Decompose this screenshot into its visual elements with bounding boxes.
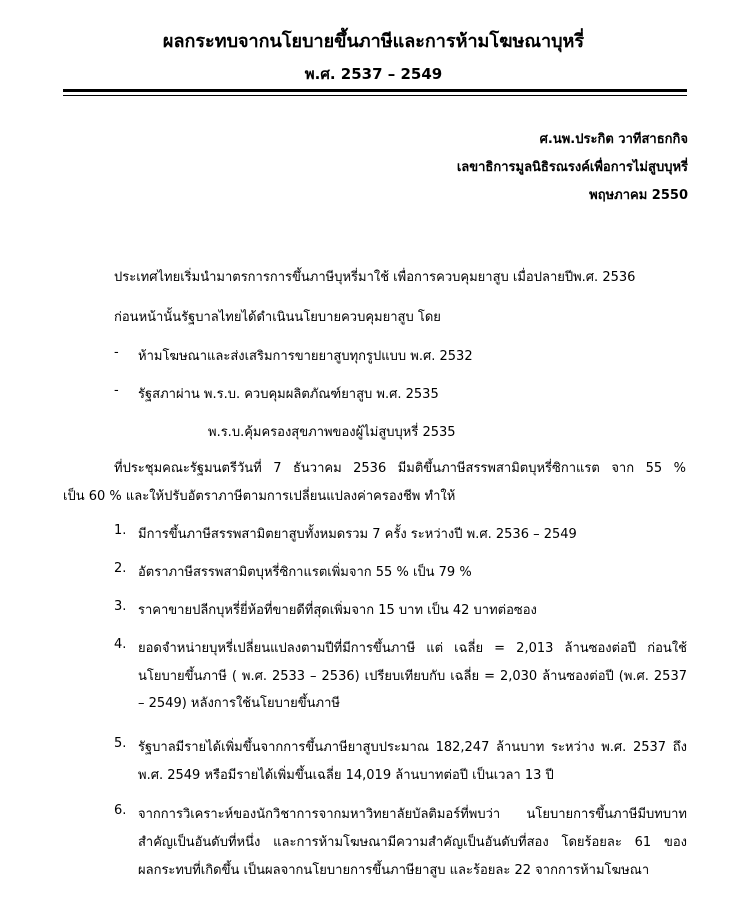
item-text: ผลกระทบที่เกิดขึ้น เป็นผลจากนโยบายการขึ้นภาษียาสูบ และร้อยละ 22 จากการห้ามโฆษณา	[138, 863, 650, 878]
author-position: เลขาธิการมูลนิธิรณรงค์เพื่อการไม่สูบบุหรี่	[456, 160, 688, 175]
item-text: อัตราภาษีสรรพสามิตบุหรี่ซิกาแรตเพิ่มจาก 55 % เป็น 79 %	[138, 565, 472, 580]
item-text: นโยบายขึ้นภาษี ( พ.ศ. 2533 – 2536) เปรียบเทียบกับ เฉลี่ย = 2,030 ล้านซองต่อปี (พ.ศ. 2537	[138, 669, 687, 684]
item-text: ยอดจำหน่ายบุหรี่เปลี่ยนแปลงตามปีที่มีการขึ้นภาษี แต่ เฉลี่ย = 2,013 ล้านซองต่อปี ก่อนใช้	[138, 641, 687, 656]
document-subtitle: พ.ศ. 2537 – 2549	[304, 65, 443, 83]
bullet-dash: -	[114, 383, 119, 398]
item-number: 3.	[114, 599, 127, 614]
item-number: 6.	[114, 803, 127, 818]
bullet-item: ห้ามโฆษณาและส่งเสริมการขายยาสูบทุกรูปแบบ พ.ศ. 2532	[138, 349, 473, 364]
item-text: – 2549) หลังการใช้นโยบายขึ้นภาษี	[138, 696, 340, 711]
paragraph-3-line-2: เป็น 60 % และให้ปรับอัตราภาษีตามการเปลี่ยนแปลงค่าครองชีพ ทำให้	[63, 489, 456, 504]
item-text: มีการขึ้นภาษีสรรพสามิตยาสูบทั้งหมดรวม 7 ครั้ง ระหว่างปี พ.ศ. 2536 – 2549	[138, 527, 577, 542]
bullet-item: รัฐสภาผ่าน พ.ร.บ. ควบคุมผลิตภัณฑ์ยาสูบ พ.ศ. 2535	[138, 387, 439, 402]
bullet-dash: -	[114, 345, 119, 360]
item-text: ราคาขายปลีกบุหรี่ยี่ห้อที่ขายดีที่สุดเพิ่มจาก 15 บาท เป็น 42 บาทต่อซอง	[138, 603, 537, 618]
intro-paragraph-2: ก่อนหน้านั้นรัฐบาลไทยได้ดำเนินนโยบายควบคุมยาสูบ โดย	[114, 310, 441, 325]
item-text: สำคัญเป็นอันดับที่หนึ่ง และการห้ามโฆษณามีความสำคัญเป็นอันดับที่สอง โดยร้อยละ 61 ของ	[138, 835, 687, 850]
item-number: 2.	[114, 561, 127, 576]
document-date: พฤษภาคม 2550	[589, 188, 688, 203]
item-number: 1.	[114, 523, 127, 538]
title-divider-thin	[63, 95, 687, 96]
item-text: พ.ศ. 2549 หรือมีรายได้เพิ่มขึ้นเฉลี่ย 14,019 ล้านบาทต่อปี เป็นเวลา 13 ปี	[138, 768, 554, 783]
item-number: 5.	[114, 736, 127, 751]
item-text: จากการวิเคราะห์ของนักวิชาการจากมหาวิทยาลัยบัลติมอร์ที่พบว่า นโยบายการขึ้นภาษีมีบทบาท	[138, 807, 687, 822]
paragraph-3-line-1: ที่ประชุมคณะรัฐมนตรีวันที่ 7 ธันวาคม 2536 มีมติขึ้นภาษีสรรพสามิตบุหรี่ซิกาแรต จาก 55 %	[114, 461, 686, 476]
item-text: รัฐบาลมีรายได้เพิ่มขึ้นจากการขึ้นภาษียาสูบประมาณ 182,247 ล้านบาท ระหว่าง พ.ศ. 2537 ถึง	[138, 740, 687, 755]
author-name: ศ.นพ.ประกิต วาทีสาธกกิจ	[539, 132, 688, 147]
bullet-continuation: พ.ร.บ.คุ้มครองสุขภาพของผู้ไม่สูบบุหรี่ 2535	[208, 425, 456, 440]
document-title: ผลกระทบจากนโยบายขึ้นภาษีและการห้ามโฆษณาบุหรี่	[162, 31, 585, 52]
item-number: 4.	[114, 637, 127, 652]
intro-paragraph-1: ประเทศไทยเริ่มนำมาตรการการขึ้นภาษีบุหรี่มาใช้ เพื่อการควบคุมยาสูบ เมื่อปลายปีพ.ศ. 2536	[114, 270, 636, 285]
title-divider-thick	[63, 89, 687, 92]
